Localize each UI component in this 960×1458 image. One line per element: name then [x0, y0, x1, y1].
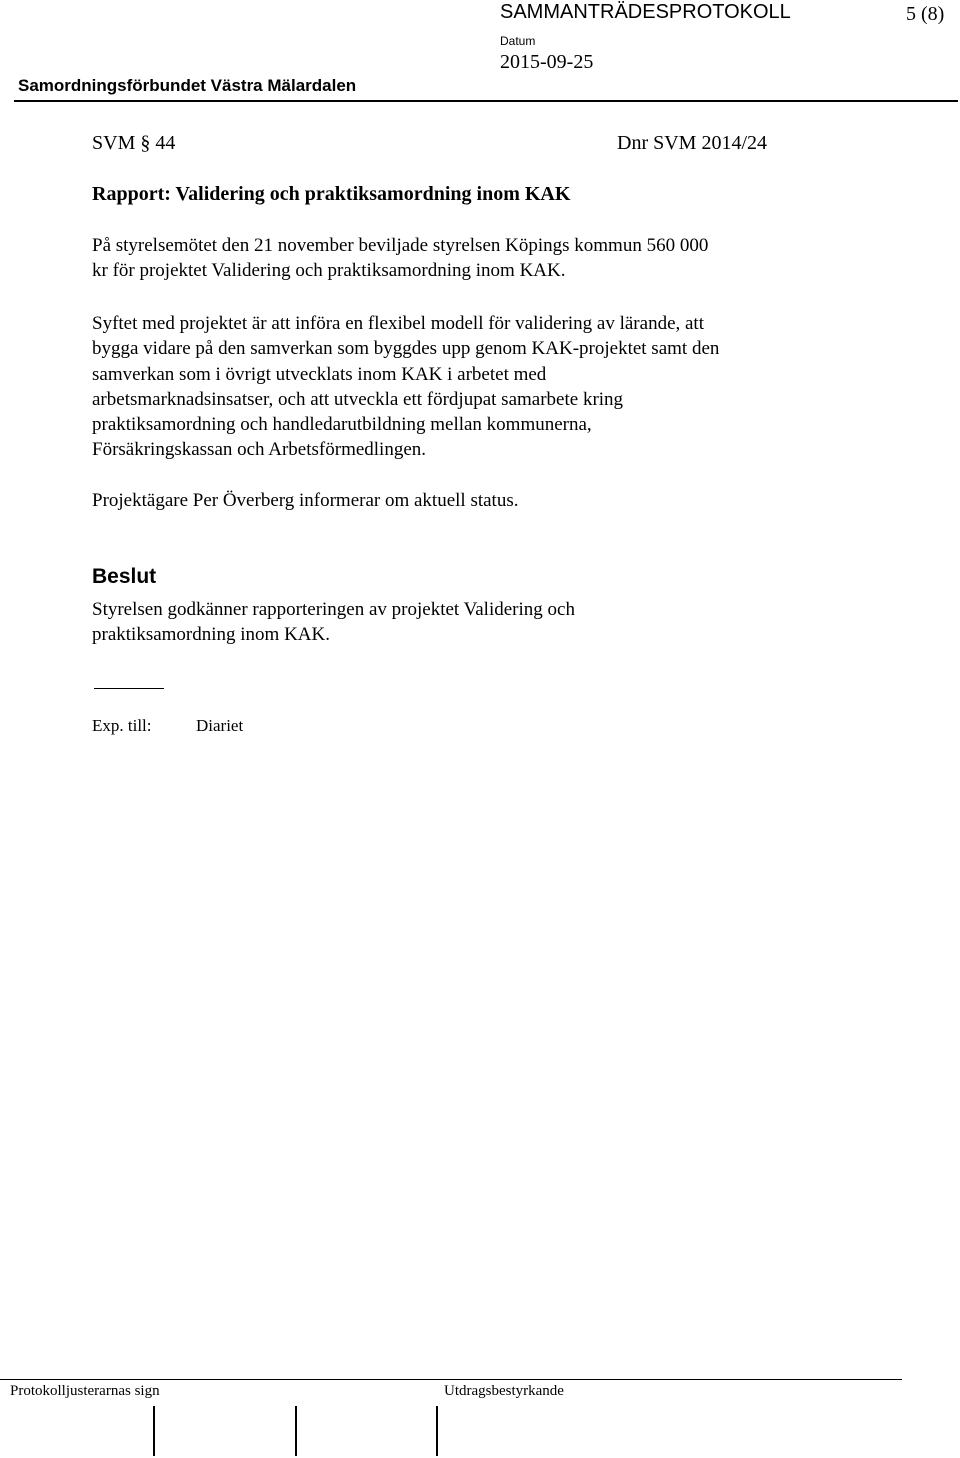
- decision-heading: Beslut: [92, 565, 157, 588]
- page-number: 5 (8): [906, 3, 945, 25]
- paragraph-line: arbetsmarknadsinsatser, och att utveckla ett fördjupat samarbete kring: [92, 388, 624, 410]
- paragraph-line: Syftet med projektet är att införa en flexibel modell för validering av lärande, att: [92, 313, 704, 334]
- paragraph-line: Försäkringskassan och Arbetsförmedlingen.: [92, 439, 427, 461]
- paragraph-line: praktiksamordning och handledarutbildning mellan kommunerna,: [92, 414, 592, 436]
- decision-line: praktiksamordning inom KAK.: [92, 624, 331, 646]
- paragraph-line: bygga vidare på den samverkan som byggdes upp genom KAK-projektet samt den: [92, 338, 720, 360]
- body-paragraph-1: [92, 233, 852, 284]
- decision-text: [92, 597, 852, 648]
- signature-field-divider: [295, 1406, 297, 1456]
- extract-certification-label: Utdragsbestyrkande: [444, 1383, 564, 1399]
- paragraph-line: kr för projektet Validering och praktiksamordning inom KAK.: [92, 260, 566, 282]
- footer-divider: [0, 1379, 902, 1380]
- expedition-recipient: Diariet: [196, 716, 244, 735]
- meeting-date: 2015-09-25: [500, 51, 594, 73]
- signature-field-divider: [153, 1406, 155, 1456]
- header-divider: [14, 100, 958, 102]
- adjuster-signature-label: Protokolljusterarnas sign: [10, 1383, 160, 1399]
- decision-line: Styrelsen godkänner rapporteringen av projektet Validering och: [92, 599, 575, 620]
- expedition-label: Exp. till:: [92, 716, 152, 735]
- signature-field-divider: [436, 1406, 438, 1456]
- section-end-rule: [94, 688, 164, 689]
- paragraph-line: På styrelsemötet den 21 november beviljade styrelsen Köpings kommun 560 000: [92, 235, 709, 256]
- case-number: Dnr SVM 2014/24: [617, 132, 768, 154]
- report-title: Rapport: Validering och praktiksamordning inom KAK: [92, 183, 571, 205]
- paragraph-number: SVM § 44: [92, 132, 176, 154]
- paragraph-line: samverkan som i övrigt utvecklats inom KAK i arbetet med: [92, 363, 547, 385]
- organization-name: Samordningsförbundet Västra Mälardalen: [18, 76, 357, 95]
- body-paragraph-3: Projektägare Per Överberg informerar om aktuell status.: [92, 490, 519, 511]
- document-type: SAMMANTRÄDESPROTOKOLL: [500, 1, 791, 23]
- date-label: Datum: [500, 34, 536, 48]
- body-paragraph-2: [92, 311, 852, 463]
